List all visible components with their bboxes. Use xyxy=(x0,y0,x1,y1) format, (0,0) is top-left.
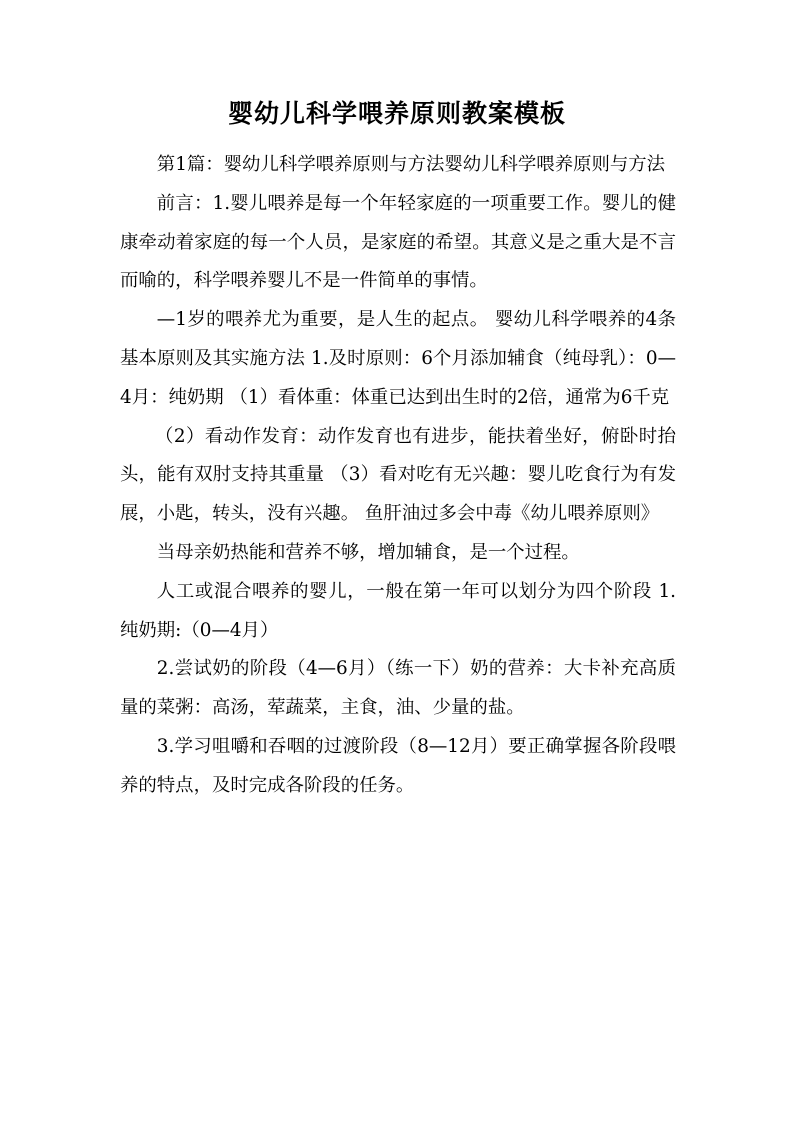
paragraph-6: 人工或混合喂养的婴儿，一般在第一年可以划分为四个阶段 1.纯奶期:（0—4月） xyxy=(120,580,676,641)
paragraph-7: 2.尝试奶的阶段（4—6月）（练一下）奶的营养：大卡补充高质量的菜粥：高汤，荤蔬菜，主食，油、少量的盐。 xyxy=(120,658,676,719)
paragraph-8: 3.学习咀嚼和吞咽的过渡阶段（8—12月）要正确掌握各阶段喂养的特点，及时完成各阶段的任务。 xyxy=(120,735,676,796)
paragraph-4: （2）看动作发育：动作发育也有进步，能扶着坐好，俯卧时抬头，能有双肘支持其重量 （3）看对吃有无兴趣：婴儿吃食行为有发展，小匙，转头，没有兴趣。 鱼肝油过多会中毒《幼儿喂养原则》 xyxy=(120,425,676,525)
document-title: 婴幼儿科学喂养原则教案模板 xyxy=(227,99,566,128)
paragraph-5: 当母亲奶热能和营养不够，增加辅食，是一个过程。 xyxy=(156,541,580,563)
paragraph-1: 第1篇：婴幼儿科学喂养原则与方法婴幼儿科学喂养原则与方法 xyxy=(156,154,666,175)
document-body xyxy=(120,146,676,806)
paragraph-3: —1岁的喂养尤为重要，是人生的起点。 婴幼儿科学喂养的4条基本原则及其实施方法 1.及时原则：6个月添加辅食（纯母乳）：0—4月：纯奶期 （1）看体重：体重已达到出生时的2倍，通常为6千克 xyxy=(120,309,676,408)
paragraph-2: 前言：1.婴儿喂养是每一个年轻家庭的一项重要工作。婴儿的健康牵动着家庭的每一个人员，是家庭的希望。其意义是之重大是不言而喻的，科学喂养婴儿不是一件简单的事情。 xyxy=(120,192,676,292)
